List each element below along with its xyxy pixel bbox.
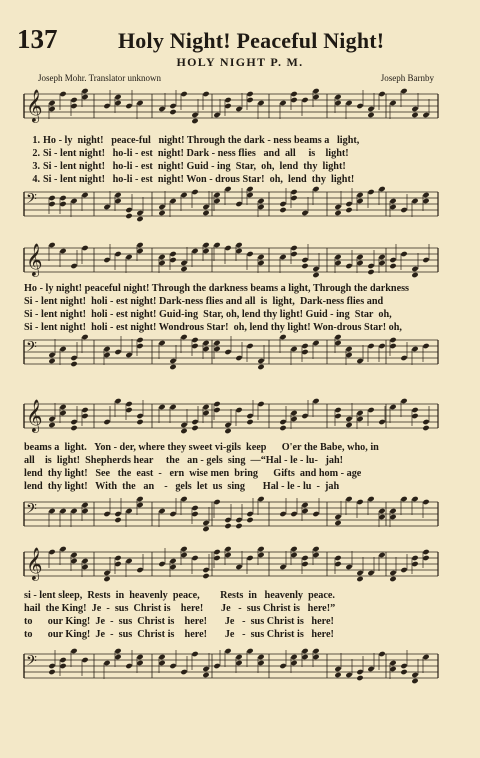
music-credit: Joseph Barnby [380,73,434,83]
treble-staff [24,540,438,592]
hymn-title: Holy Night! Peaceful Night! [118,28,385,53]
treble-staff [24,84,438,136]
lyric-line: lend thy light! See the east - ern wise men bring Gifts and hom - age [24,468,362,479]
lyric-line: 3. Si - lent night! ho-li - est night! Guid - ing Star, oh, lend thy light! [32,161,346,172]
svg-text:𝄢: 𝄢 [26,191,37,211]
bass-staff [24,492,438,538]
tune-name: HOLY NIGHT P. M. [176,55,304,69]
lyric-line: 2. Si - lent night! ho-li - est night! Dark - ness flies and all is light! [32,148,349,159]
music-system-4 [24,540,438,705]
lyric-line: Si - lent night! holi - est night! Dark-ness flies and all is light, Dark-ness flies and [24,296,384,307]
treble-staff [24,240,438,288]
lyric-line: Ho - ly night! peaceful night! Through the darkness beams a light, Through the darkness [24,283,410,294]
svg-text:𝄞: 𝄞 [26,243,43,276]
lyric-line: si - lent sleep, Rests in heavenly peace, Rests in heavenly peace. [24,590,335,601]
svg-text:𝄢: 𝄢 [26,653,37,673]
lyric-line: to our King! Je - sus Christ is here! Je - sus Christ is here! [24,629,334,640]
music-system-2 [24,240,438,375]
hymn-number: 137 [17,24,58,54]
lyric-line: all is light! Shepherds hear the an - gels sing —“Hal - le - lu- jah! [24,455,344,466]
bass-staff [24,188,438,228]
lyric-line: lend thy light! With the an - gels let us sing Hal - le - lu - jah [24,481,340,492]
svg-text:𝄞: 𝄞 [26,89,43,122]
bass-staff [24,336,438,376]
words-credit: Joseph Mohr. Translator unknown [38,73,162,83]
svg-text:𝄢: 𝄢 [26,339,37,359]
lyric-line: 4. Si - lent night! ho-li - est night! Won - drous Star! oh, lend thy light! [32,174,355,185]
music-system-1 [24,84,438,219]
lyric-line: 1. Ho - ly night! peace-ful night! Through the dark - ness beams a light, [32,135,360,146]
svg-text:𝄞: 𝄞 [26,399,43,432]
svg-text:𝄞: 𝄞 [26,547,43,580]
treble-staff [24,392,438,444]
lyric-line: to our King! Je - sus Christ is here! Je - sus Christ is here! [24,616,334,627]
bass-staff [24,644,438,692]
lyric-line: Si - lent night! holi - est night! Wondrous Star! oh, lend thy light! Won-drous Star! oh, [24,322,402,333]
music-system-3 [24,392,438,540]
svg-text:𝄢: 𝄢 [26,501,37,521]
lyric-line: hail the King! Je - sus Christ is here! Je - sus Christ is here!” [24,603,336,614]
lyric-line: Si - lent night! holi - est night! Guid-ing Star, oh, lend thy light! Guid - ing Star oh, [24,309,392,320]
lyric-line: beams a light. Yon - der, where they sweet vi-gils keep O'er the Babe, who, in [24,442,379,453]
